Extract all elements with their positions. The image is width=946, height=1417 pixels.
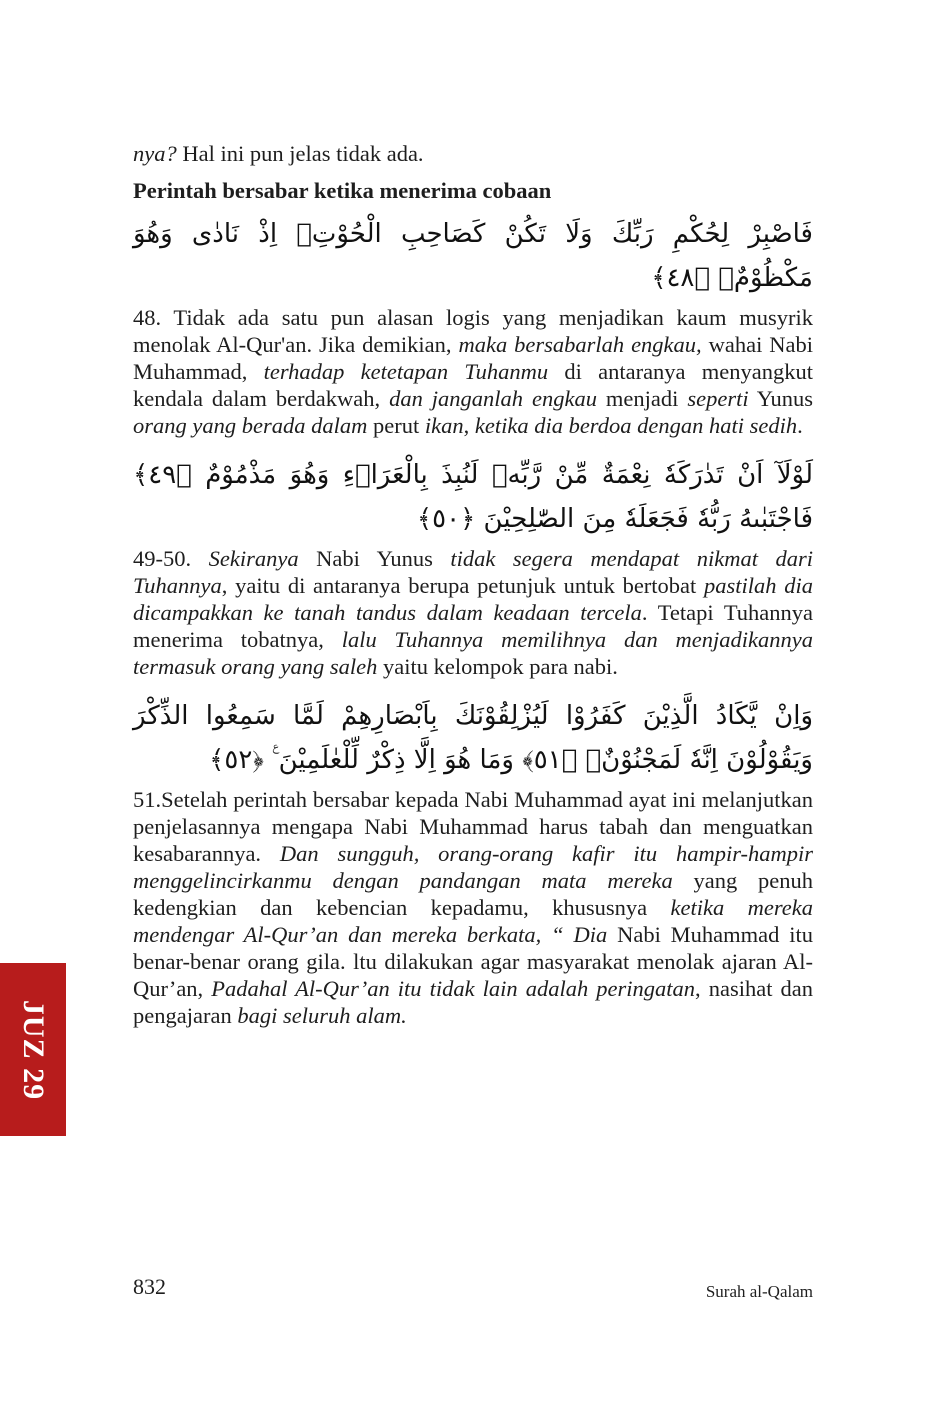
text-segment: perut xyxy=(367,413,425,438)
verse-51-52-translation xyxy=(133,786,813,1029)
text-segment: . xyxy=(797,413,803,438)
text-segment: Nabi Yunus xyxy=(298,546,451,571)
verse-48-arabic: فَاصْبِرْ لِحُكْمِ رَبِّكَ وَلَا تَكُنْ كَصَاحِبِ الْحُوْتِۘ اِذْ نَادٰى وَهُوَ مَكْظُوْمٌۗ ﴿٤٨﴾ xyxy=(133,219,813,293)
section-heading: Perintah bersabar ketika menerima cobaan xyxy=(133,178,552,203)
italic-segment: bagi seluruh alam. xyxy=(237,1003,407,1028)
text-segment: yaitu kelompok para nabi. xyxy=(377,654,618,679)
verse-48-translation xyxy=(133,304,813,439)
text-segment: 49-50. xyxy=(133,546,209,571)
italic-segment: Dan sungguh, orang-orang kafir itu hampir-hampir menggelincirkanmu dengan pandangan mata mereka xyxy=(133,841,813,893)
text-segment: Nabi Muhammad itu benar-benar orang gila. ltu dilakukan agar masyarakat menolak ajaran Al-Qur’an, xyxy=(133,922,813,1001)
text-segment: 51.Setelah perintah bersabar kepada Nabi Muhammad ayat ini melanjutkan penjelasannya mengapa Nabi Muhammad harus tabah dan menguatkan kesabarannya. xyxy=(133,787,813,866)
intro-italic: nya? xyxy=(133,141,177,166)
text-segment: . Tetapi Tuhannya menerima tobatnya, xyxy=(133,600,813,652)
italic-segment: tidak segera mendapat nikmat dari Tuhannya xyxy=(133,546,813,598)
juz-sidebar-tab xyxy=(0,963,66,1136)
verse-51-52-arabic: وَاِنْ يَّكَادُ الَّذِيْنَ كَفَرُوْا لَيُزْلِقُوْنَكَ بِاَبْصَارِهِمْ لَمَّا سَمِعُوا الذِّكْرَ وَيَقُوْلُوْنَ اِنَّهٗ لَمَجْنُوْنٌۘ ﴿٥١﴾ وَمَا هُوَ اِلَّا ذِكْرٌ لِّلْعٰلَمِيْنَ ࣖ ﴿٥٢﴾ xyxy=(133,701,813,775)
page-number: 832 xyxy=(133,1274,166,1299)
italic-segment: lalu Tuhannya memilihnya dan menjadikannya termasuk orang yang saleh xyxy=(133,627,813,679)
italic-segment: orang yang berada dalam xyxy=(133,413,368,438)
italic-segment: Padahal Al-Qur’an itu tidak lain adalah peringatan xyxy=(211,976,696,1001)
text-segment: yang penuh kedengkian dan kebencian kepadamu, khususnya xyxy=(133,868,813,920)
italic-segment: dan janganlah engkau xyxy=(389,386,597,411)
text-segment: 48. Tidak ada satu pun alasan logis yang menjadikan kaum musyrik menolak Al-Qur'an. Jika demikian, xyxy=(133,305,813,357)
italic-segment: pastilah dia dicampakkan ke tanah tandus dalam keadaan tercela xyxy=(133,573,813,625)
text-segment: wahai Nabi Muhammad, xyxy=(133,332,813,384)
italic-segment: Sekiranya xyxy=(208,546,299,571)
italic-segment: seperti xyxy=(687,386,749,411)
intro-text xyxy=(133,140,813,167)
italic-segment: terhadap ketetapan Tuhanmu xyxy=(263,359,549,384)
surah-name: Surah al-Qalam xyxy=(705,1282,813,1301)
intro-plain: Hal ini pun jelas tidak ada. xyxy=(176,141,424,166)
italic-segment: ketika mereka mendengar Al-Qur’an dan mereka berkata, “ Dia xyxy=(133,895,813,947)
verse-49-50-arabic: لَوْلَآ اَنْ تَدٰرَكَهٗ نِعْمَةٌ مِّنْ رَّبِّهٖ لَنُبِذَ بِالْعَرَاۤءِ وَهُوَ مَذْمُوْمٌ ﴿٤٩﴾ فَاجْتَبٰىهُ رَبُّهٗ فَجَعَلَهٗ مِنَ الصّٰلِحِيْنَ ﴿٥٠﴾ xyxy=(133,460,813,534)
page-content xyxy=(133,140,813,1043)
text-segment: , nasihat dan pengajaran xyxy=(133,976,813,1028)
text-segment: menjadi xyxy=(596,386,688,411)
text-segment: , xyxy=(463,413,475,438)
italic-segment: maka bersabarlah engkau, xyxy=(458,332,702,357)
italic-segment: ketika dia berdoa dengan hati sedih xyxy=(474,413,798,438)
text-segment: di antaranya menyangkut kendala dalam berdakwah, xyxy=(133,359,814,411)
juz-label: JUZ 29 xyxy=(17,999,50,1100)
text-segment: , yaitu di antaranya berupa petunjuk untuk bertobat xyxy=(221,573,705,598)
text-segment: Yunus xyxy=(748,386,813,411)
verse-49-50-translation xyxy=(133,545,813,680)
italic-segment: ikan xyxy=(424,413,464,438)
